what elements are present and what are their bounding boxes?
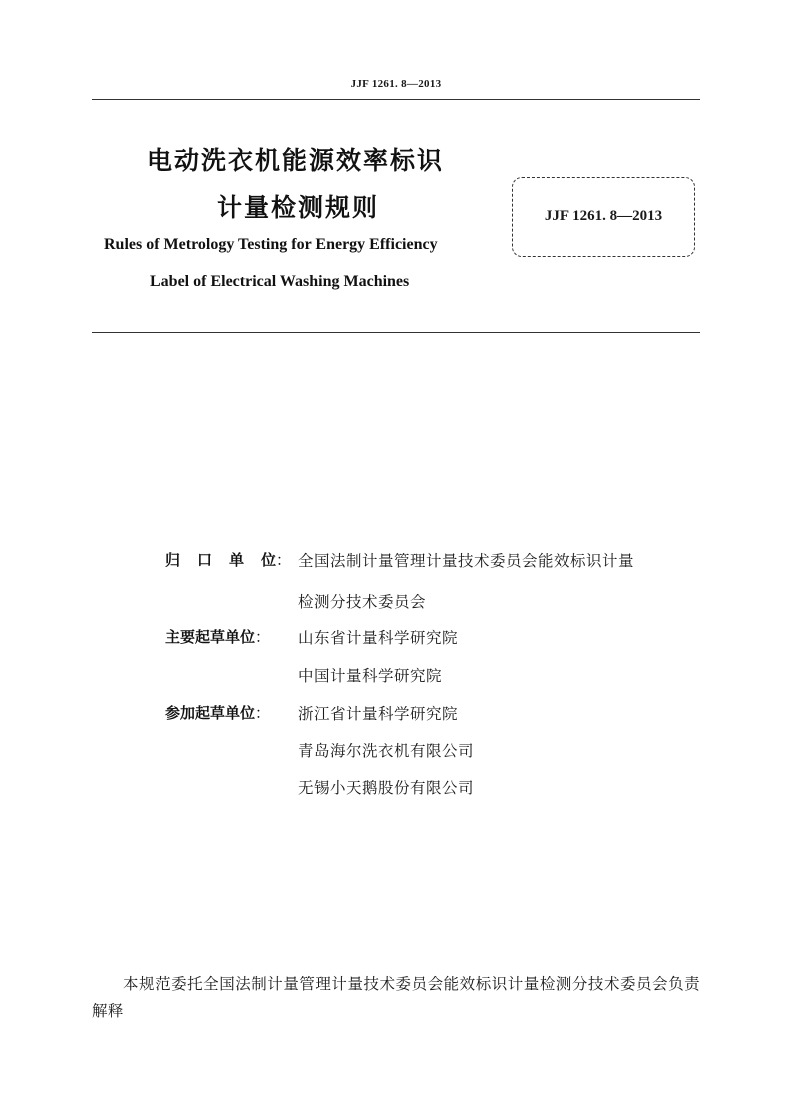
header-rule (92, 99, 700, 100)
interpretation-note: 本规范委托全国法制计量管理计量技术委员会能效标识计量检测分技术委员会负责解释 (92, 975, 700, 1020)
label-colon: ： (255, 704, 271, 722)
main-drafting-unit-item: 中国计量科学研究院 (298, 667, 443, 685)
responsible-unit-value-line-2: 检测分技术委员会 (298, 593, 427, 611)
participating-unit-label-text: 参加起草单位 (165, 704, 256, 722)
participating-unit-item: 青岛海尔洗衣机有限公司 (298, 742, 475, 760)
title-english-line-2: Label of Electrical Washing Machines (150, 273, 410, 290)
main-drafting-unit-label (165, 626, 293, 647)
document-code-box (512, 177, 695, 257)
main-drafting-unit-label-text: 主要起草单位 (165, 628, 256, 646)
participating-unit-item: 无锡小天鹅股份有限公司 (298, 779, 475, 797)
title-section-rule (92, 332, 700, 333)
participating-unit-label (165, 702, 293, 723)
title-chinese-line-2: 计量检测规则 (217, 193, 380, 222)
label-char: 单 (228, 551, 244, 569)
label-colon: ： (276, 551, 292, 569)
label-colon: ： (255, 628, 271, 646)
title-chinese-line-1: 电动洗衣机能源效率标识 (147, 146, 445, 175)
responsible-unit-label (165, 549, 293, 570)
label-char: 归 (165, 551, 181, 569)
label-char: 口 (196, 551, 212, 569)
label-char: 位 (260, 551, 276, 569)
title-english-line-1: Rules of Metrology Testing for Energy Efficiency (104, 236, 438, 253)
responsible-unit-value-line-1: 全国法制计量管理计量技术委员会能效标识计量 (298, 552, 635, 570)
header-document-code: JJF 1261. 8—2013 (350, 78, 442, 90)
responsible-unit-label-text (165, 549, 276, 570)
main-drafting-unit-item: 山东省计量科学研究院 (298, 629, 459, 647)
document-code-box-text: JJF 1261. 8—2013 (544, 208, 663, 224)
participating-unit-item: 浙江省计量科学研究院 (298, 705, 459, 723)
